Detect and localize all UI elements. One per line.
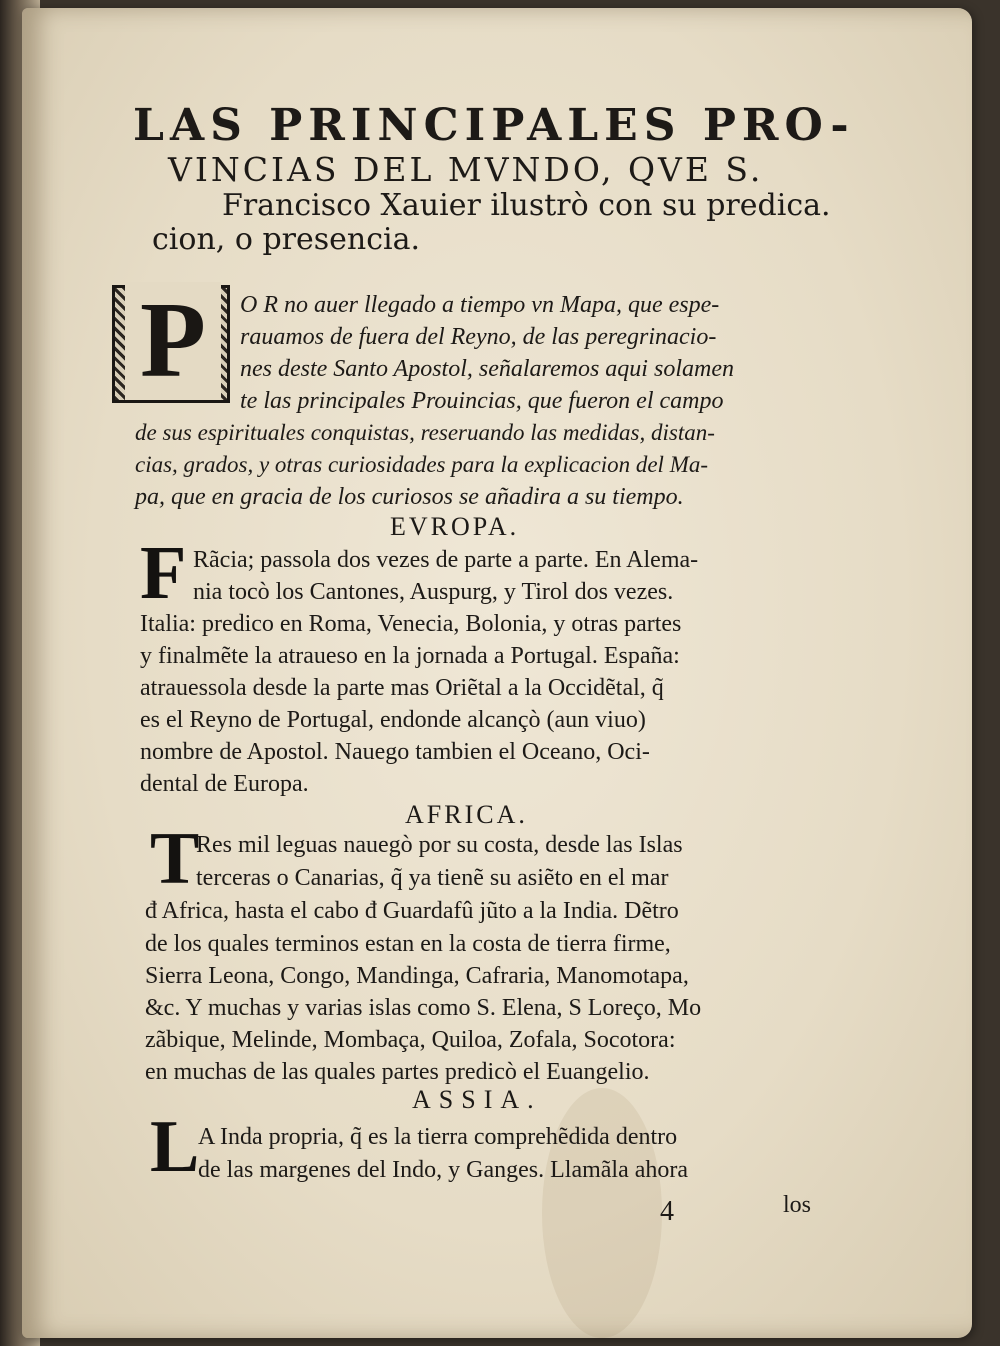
intro-line-5: de sus espirituales conquistas, reseruando las medidas, distan- [135,420,715,445]
intro-line-7: pa, que en gracia de los curiosos se añadira a su tiempo. [135,484,684,510]
intro-line-4: te las principales Prouincias, que fueron el campo [240,388,724,414]
africa-line-8: en muchas de las quales partes predicò el Euangelio. [145,1059,650,1085]
title-line-2: VINCIAS DEL MVNDO, QVE S. [168,150,764,189]
intro-line-2: rauamos de fuera del Reyno, de las peregrinacio- [240,324,717,350]
europa-line-1: Rãcia; passola dos vezes de parte a parte. En Alema- [193,547,699,573]
intro-line-6: cias, grados, y otras curiosidades para la explicacion del Ma- [135,452,709,477]
heading-assia: ASSIA. [412,1085,542,1114]
africa-line-4: de los quales terminos estan en la costa de tierra firme, [145,931,671,957]
europa-line-5: atrauessola desde la parte mas Oriẽtal a la Occidẽtal, q̃ [140,675,664,701]
page-number: 4 [660,1196,674,1227]
africa-line-2: terceras o Canarias, q̃ ya tienẽ su asiẽto en el mar [196,865,669,891]
intro-line-1: O R no auer llegado a tiempo vn Mapa, que espe- [240,292,720,318]
title-line-3: Francisco Xauier ilustrò con su predica. [222,188,831,223]
title-line-1: LAS PRINCIPALES PRO- [133,100,855,151]
ornate-initial: P [112,285,230,403]
europa-line-2: nia tocò los Cantones, Auspurg, y Tirol dos vezes. [193,579,674,605]
europa-line-3: Italia: predico en Roma, Venecia, Bolonia, y otras partes [140,611,682,637]
africa-line-5: Sierra Leona, Congo, Mandinga, Cafraria, Manomotapa, [145,963,689,989]
africa-line-1: Res mil leguas nauegò por su costa, desde las Islas [196,832,683,858]
africa-line-7: zãbique, Melinde, Mombaça, Quiloa, Zofala, Socotora: [145,1027,676,1053]
europa-line-7: nombre de Apostol. Nauego tambien el Oceano, Oci- [140,739,650,765]
title-line-4: cion, o presencia. [152,222,421,257]
assia-line-2: de las margenes del Indo, y Ganges. Llamãla ahora [198,1157,689,1183]
africa-line-3: đ Africa, hasta el cabo đ Guardafû jũto a la India. Dẽtro [145,898,679,924]
drop-cap-assia: L [150,1106,200,1188]
africa-line-6: &c. Y muchas y varias islas como S. Elena, S Loreço, Mo [145,995,702,1021]
intro-line-3: nes deste Santo Apostol, señalaremos aqui solamen [240,356,734,382]
europa-line-4: y finalmẽte la atraueso en la jornada a Portugal. España: [140,643,680,669]
assia-line-1: A Inda propria, q̃ es la tierra comprehẽdida dentro [198,1124,678,1150]
heading-africa: AFRICA. [405,800,528,829]
europa-line-8: dental de Europa. [140,771,309,797]
drop-cap-africa: T [150,818,200,900]
europa-line-6: es el Reyno de Portugal, endonde alcançò (aun viuo) [140,707,646,733]
heading-europa: EVROPA. [390,512,520,541]
catchword: los [783,1192,812,1218]
drop-cap-europa: F [140,531,187,615]
